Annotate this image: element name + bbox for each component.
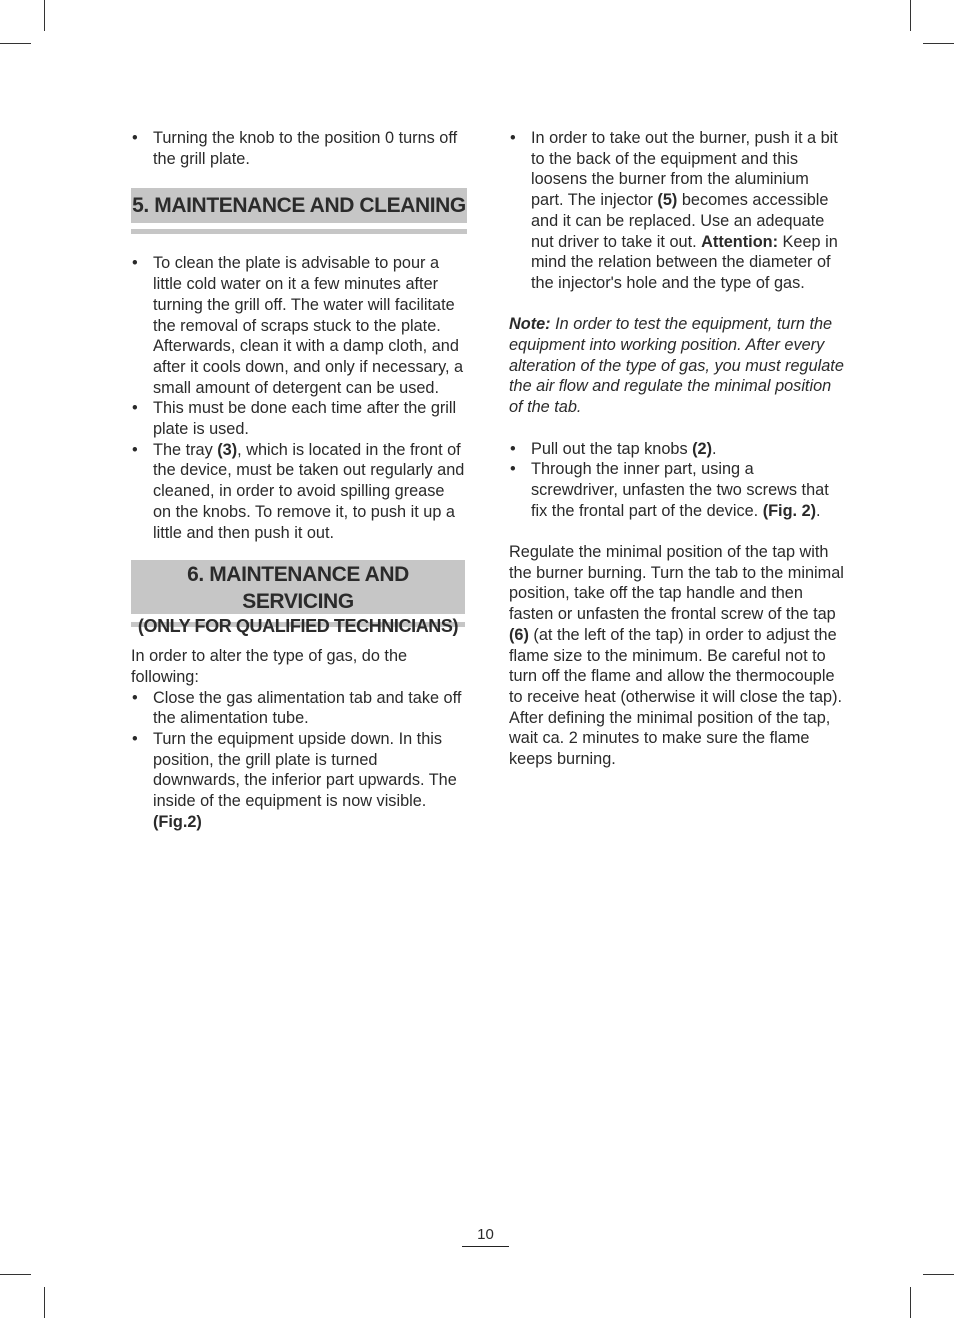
list-item: • To clean the plate is advisable to pour a little cold water on it a few minutes after turning the grill off. The water will facilitate the removal of scraps stuck to the plate. Afterwards, clean it with a damp cloth, and after it cools down, and only if necessary, a small amount of detergent can be used. <box>131 253 465 398</box>
left-column <box>131 128 465 833</box>
crop-mark <box>0 1274 31 1275</box>
regulate-paragraph: Regulate the minimal position of the tap with the burner burning. Turn the tab to the minimal position, take off the tap handle and then fasten or unfasten the frontal screw of the tap (6) (at the left of the tap) in order to adjust the flame size to the minimum. Be careful not to turn off the flame and allow the thermocouple to receive heat (otherwise it will close the tap). After defining the minimal position of the tap, wait ca. 2 minutes to make sure the flame keeps burning. <box>509 543 844 769</box>
crop-mark <box>910 1287 911 1318</box>
section-5-bullet-list <box>131 253 465 543</box>
burner-bullet-list <box>509 128 845 294</box>
crop-mark <box>44 1287 45 1318</box>
intro-bullet-list <box>131 128 465 169</box>
list-item: • Pull out the tap knobs (2). <box>509 439 845 460</box>
crop-mark <box>44 0 45 31</box>
section-5-heading: 5. MAINTENANCE AND CLEANING <box>131 188 467 223</box>
list-item: • The tray (3), which is located in the front of the device, must be taken out regularly and cleaned, in order to avoid spilling grease on the knobs. To remove it, to push it up a little and then push it out. <box>131 440 465 544</box>
crop-mark <box>0 43 31 44</box>
list-item: • Through the inner part, using a screwdriver, unfasten the two screws that fix the frontal part of the device. (Fig. 2). <box>509 459 845 521</box>
note-paragraph: Note: In order to test the equipment, turn the equipment into working position. After every alteration of the type of gas, you must regulate the air flow and regulate the minimal position of the tab. <box>509 315 844 417</box>
list-item: • In order to take out the burner, push it a bit to the back of the equipment and this loosens the burner from the aluminium part. The injector (5) becomes accessible and it can be replaced. Use an adequate nut driver to take it out. Attention: Keep in mind the relation between the diameter of the injector's hole and the type of gas. <box>509 128 845 294</box>
section-6-heading: 6. MAINTENANCE AND SERVICING (ONLY FOR QUALIFIED TECHNICIANS) <box>131 560 465 614</box>
list-item: • Turn the equipment upside down. In this position, the grill plate is turned downwards, the inferior part upwards. The inside of the equipment is now visible. (Fig.2) <box>131 729 465 833</box>
list-item: • Turning the knob to the position 0 turns off the grill plate. <box>131 128 465 169</box>
page-number: 10 <box>462 1226 509 1247</box>
list-item: • Close the gas alimentation tab and take off the alimentation tube. <box>131 688 465 729</box>
section-6-bullet-list <box>131 688 465 833</box>
crop-mark <box>923 1274 954 1275</box>
list-item: • This must be done each time after the grill plate is used. <box>131 398 465 439</box>
crop-mark <box>910 0 911 31</box>
crop-mark <box>923 43 954 44</box>
right-column <box>509 128 845 770</box>
tap-bullet-list <box>509 439 845 522</box>
section-6-intro: In order to alter the type of gas, do the following: <box>131 647 408 686</box>
